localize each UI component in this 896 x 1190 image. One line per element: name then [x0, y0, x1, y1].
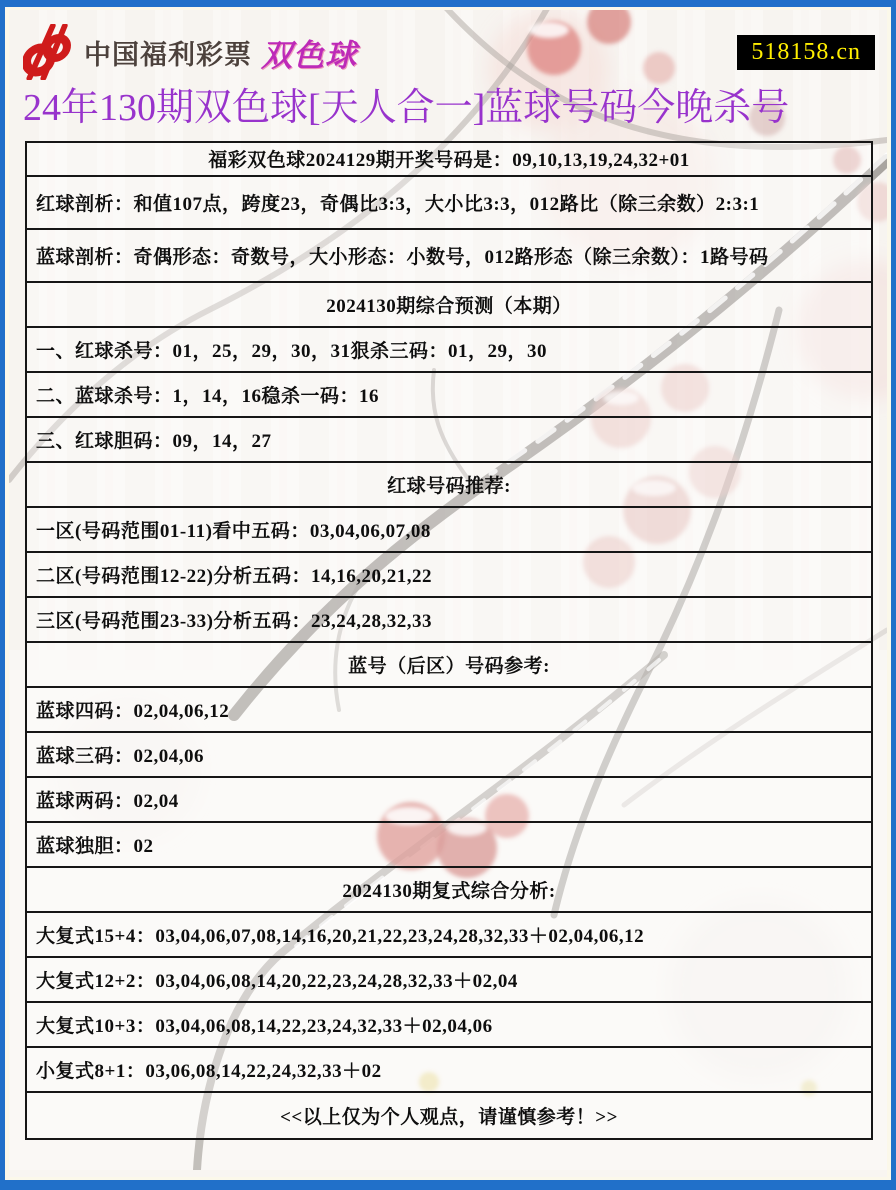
table-row: 蓝球四码：02,04,06,12 [27, 688, 871, 733]
site-header [9, 10, 887, 81]
table-row: 福彩双色球2024129期开奖号码是：09,10,13,19,24,32+01 [27, 143, 871, 177]
page-title: 24年130期双色球[天人合一]蓝球号码今晚杀号 [23, 87, 790, 129]
table-row: 蓝球两码：02,04 [27, 778, 871, 823]
logo-product-text: 双色球 [261, 37, 357, 73]
china-welfare-lottery-logo-icon [23, 24, 75, 80]
table-row: 蓝球剖析：奇偶形态：奇数号，大小形态：小数号，012路形态（除三余数）：1路号码 [27, 230, 871, 283]
table-row: 红球剖析：和值107点，跨度23，奇偶比3:3，大小比3:3，012路比（除三余数）2:3:1 [27, 177, 871, 230]
site-domain-badge[interactable]: 518158.cn [737, 35, 875, 70]
table-row: 一、红球杀号：01，25，29，30，31狠杀三码：01，29，30 [27, 328, 871, 373]
table-row: 大复式12+2：03,04,06,08,14,20,22,23,24,28,32,33＋02,04 [27, 958, 871, 1003]
table-row: 三区(号码范围23-33)分析五码：23,24,28,32,33 [27, 598, 871, 643]
logo-org-text: 中国福利彩票 [84, 39, 252, 70]
table-row: 小复式8+1：03,06,08,14,22,24,32,33＋02 [27, 1048, 871, 1093]
site-logo[interactable] [23, 24, 357, 80]
table-row: 二、蓝球杀号：1，14，16稳杀一码：16 [27, 373, 871, 418]
table-row: 二区(号码范围12-22)分析五码：14,16,20,21,22 [27, 553, 871, 598]
table-row: 三、红球胆码：09，14，27 [27, 418, 871, 463]
table-row: <<以上仅为个人观点，请谨慎参考！>> [280, 1106, 618, 1128]
table-row: 一区(号码范围01-11)看中五码：03,04,06,07,08 [27, 508, 871, 553]
analysis-table [25, 141, 873, 1140]
table-row: 红球号码推荐: [27, 463, 871, 508]
table-row: 大复式15+4：03,04,06,07,08,14,16,20,21,22,23,24,28,32,33＋02,04,06,12 [27, 913, 871, 958]
table-row: 蓝号（后区）号码参考: [27, 643, 871, 688]
content-area [9, 10, 887, 1177]
table-row: 2024130期综合预测（本期） [27, 283, 871, 328]
table-row: 蓝球独胆：02 [27, 823, 871, 868]
table-row: 大复式10+3：03,04,06,08,14,22,23,24,32,33＋02,04,06 [27, 1003, 871, 1048]
table-row: 蓝球三码：02,04,06 [27, 733, 871, 778]
table-row: 2024130期复式综合分析: [27, 868, 871, 913]
inner-frame [5, 7, 891, 1180]
foreground [9, 10, 887, 1177]
